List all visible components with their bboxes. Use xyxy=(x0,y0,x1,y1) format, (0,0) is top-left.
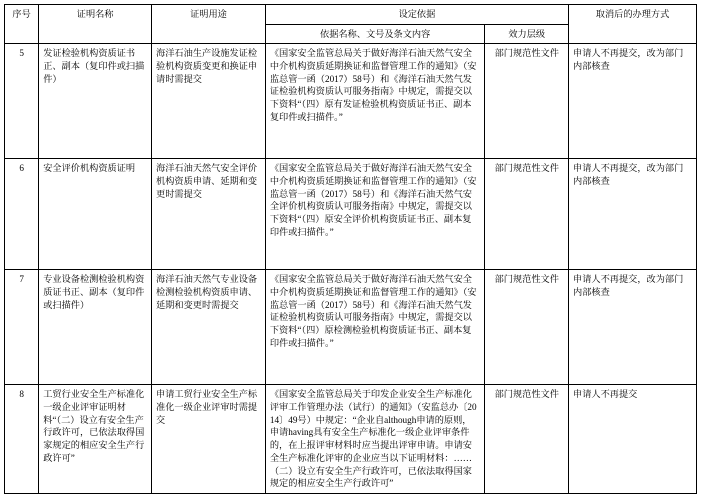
table-body xyxy=(5,44,697,494)
cell-after: 申请人不再提交，改为部门内部核查 xyxy=(569,270,697,385)
cell-basis: 《国家安全监管总局关于做好海洋石油天然气安全中介机构资质延期换证和监督管理工作的通知》（安监总管一函（2017）58号）和《海洋石油天然气发证检验机构资质认可服务指南》中规定，需提交以下资料“（四）原检测检验机构资质证书正、副本复印件或扫描件。” xyxy=(265,270,485,385)
column-header-use: 证明用途 xyxy=(152,5,266,44)
cell-name: 专业设备检测检验机构资质证书正、副本（复印件或扫描件） xyxy=(39,270,152,385)
column-header-basis-detail: 依据名称、文号及条文内容 xyxy=(265,24,485,44)
cell-after: 申请人不再提交 xyxy=(569,385,697,494)
table-row xyxy=(5,159,697,270)
cell-basis: 《国家安全监管总局关于做好海洋石油天然气安全中介机构资质延期换证和监督管理工作的通知》（安监总管一函（2017）58号）和《海洋石油天然气发证检验机构资质认可服务指南》中规定，需提交以下资料“（四）原有发证检验机构资质证书正、副本复印件或扫描件。” xyxy=(265,44,485,159)
cell-level: 部门规范性文件 xyxy=(485,159,569,270)
cell-name: 发证检验机构资质证书正、副本（复印件或扫描件） xyxy=(39,44,152,159)
column-header-name: 证明名称 xyxy=(39,5,152,44)
table-row xyxy=(5,44,697,159)
column-header-basis-group: 设定依据 xyxy=(265,5,568,25)
cell-basis: 《国家安全监管总局关于做好海洋石油天然气安全中介机构资质延期换证和监督管理工作的通知》（安监总管一函（2017）58号）和《海洋石油天然气安全评价机构资质认可服务指南》中规定，需提交以下资料“（四）原安全评价机构资质证书正、副本复印件或扫描件。” xyxy=(265,159,485,270)
cell-name: 安全评价机构资质证明 xyxy=(39,159,152,270)
cell-name: 工贸行业安全生产标准化一级企业评审证明材料“（二）设立有安全生产行政许可，已依法取得国家规定的相应安全生产行政许可” xyxy=(39,385,152,494)
column-header-num: 序号 xyxy=(5,5,39,44)
column-header-after: 取消后的办理方式 xyxy=(569,5,697,44)
cell-num: 8 xyxy=(5,385,39,494)
cell-level: 部门规范性文件 xyxy=(485,270,569,385)
table-header-row-1 xyxy=(5,5,697,25)
cell-num: 6 xyxy=(5,159,39,270)
cell-after: 申请人不再提交，改为部门内部核查 xyxy=(569,159,697,270)
table-row xyxy=(5,270,697,385)
column-header-level: 效力层级 xyxy=(485,24,569,44)
cell-use: 海洋石油生产设施发证检验机构资质变更和换证申请时需提交 xyxy=(152,44,266,159)
cell-use: 海洋石油天然气安全评价机构资质申请、延期和变更时需提交 xyxy=(152,159,266,270)
cell-use: 海洋石油天然气专业设备检测检验机构资质申请、延期和变更时需提交 xyxy=(152,270,266,385)
cell-after: 申请人不再提交，改为部门内部核查 xyxy=(569,44,697,159)
cell-num: 5 xyxy=(5,44,39,159)
cell-basis: 《国家安全监管总局关于印发企业安全生产标准化评审工作管理办法（试行）的通知》（安监总办〔2014〕49号）中规定：“企业自although申请的原则，申请having具有安全生产标准化一级企业评审条件的，在上报评审材料时应当提出评审申请。申请安全生产标准化评审的企业应当以下证明材料：……（二）设立有安全生产行政许可，已依法取得国家规定的相应安全生产行政许可” xyxy=(265,385,485,494)
cell-num: 7 xyxy=(5,270,39,385)
cell-level: 部门规范性文件 xyxy=(485,385,569,494)
certificate-cancellation-table xyxy=(4,4,697,494)
cell-use: 申请工贸行业安全生产标准化一级企业评审时需提交 xyxy=(152,385,266,494)
table-header xyxy=(5,5,697,44)
cell-level: 部门规范性文件 xyxy=(485,44,569,159)
table-row xyxy=(5,385,697,494)
